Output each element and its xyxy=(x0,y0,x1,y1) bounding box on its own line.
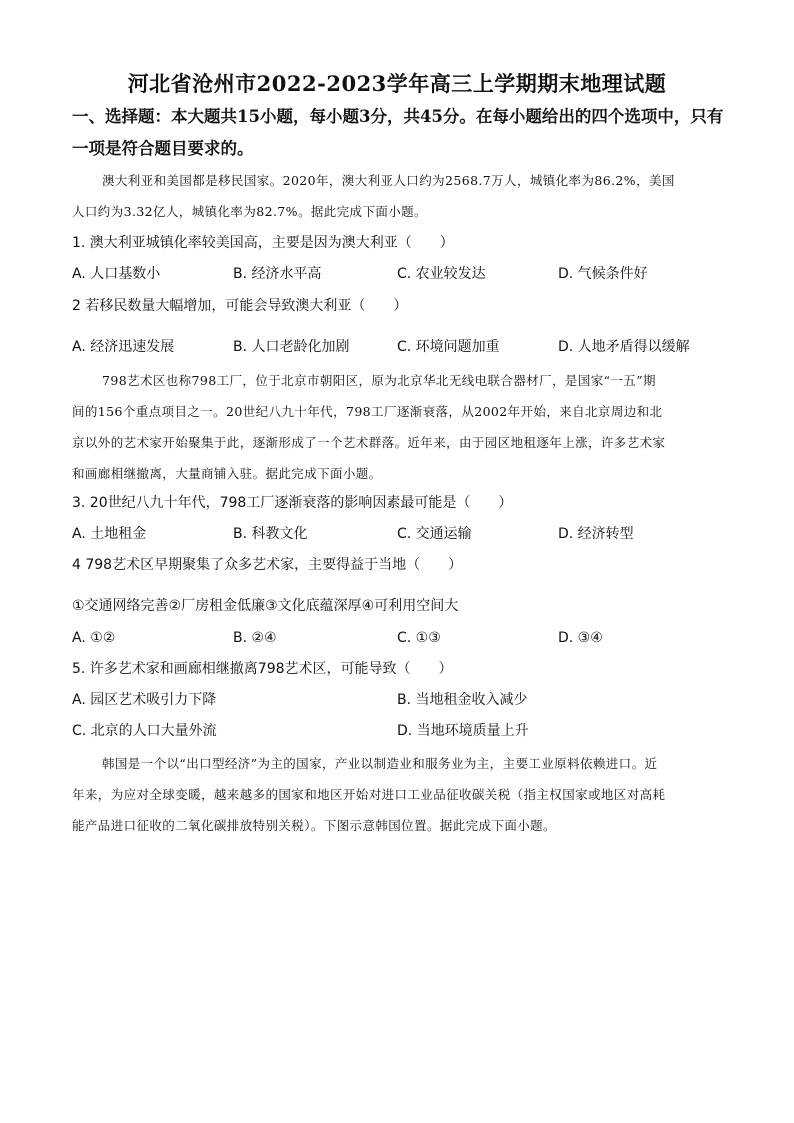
question-4-items: ①交通网络完善②厂房租金低廉③文化底蕴深厚④可利用空间大 xyxy=(72,598,459,614)
question-5-stem: 5. 许多艺术家和画廊相继撤离798艺术区，可能导致（ ） xyxy=(72,661,453,677)
section-heading-line-1: 一、选择题：本大题共15小题，每小题3分，共45分。在每小题给出的四个选项中，只有 xyxy=(72,107,724,126)
question-5-option-a: A. 园区艺术吸引力下降 xyxy=(72,692,217,708)
question-1-option-a: A. 人口基数小 xyxy=(72,266,161,282)
question-3-option-b: B. 科教文化 xyxy=(233,526,308,542)
question-3-option-d: D. 经济转型 xyxy=(558,526,634,542)
question-5-option-b: B. 当地租金收入减少 xyxy=(397,692,528,708)
question-2-option-c: C. 环境问题加重 xyxy=(397,339,500,355)
section-heading-line-2: 一项是符合题目要求的。 xyxy=(72,139,254,158)
material-1-line-2: 人口约为3.32亿人，城镇化率为82.7%。据此完成下面小题。 xyxy=(72,204,427,219)
material-2-line-4: 和画廊相继撤离，大量商铺入驻。据此完成下面小题。 xyxy=(72,466,382,481)
material-3-line-1: 韩国是一个以“出口型经济”为主的国家，产业以制造业和服务业为主，主要工业原料依赖进口。近 xyxy=(102,756,658,771)
question-2-option-d: D. 人地矛盾得以缓解 xyxy=(558,339,690,355)
material-2-line-1: 798艺术区也称798工厂，位于北京市朝阳区，原为北京华北无线电联合器材厂，是国家“一五”期 xyxy=(102,373,656,388)
material-1-line-1: 澳大利亚和美国都是移民国家。2020年，澳大利亚人口约为2568.7万人，城镇化率为86.2%，美国 xyxy=(102,173,675,188)
question-2-stem: 2 若移民数量大幅增加，可能会导致澳大利亚（ ） xyxy=(72,298,408,314)
material-3-line-3: 能产品进口征收的二氧化碳排放特别关税）。下图示意韩国位置。据此完成下面小题。 xyxy=(72,818,556,833)
material-3-line-2: 年来，为应对全球变暖，越来越多的国家和地区开始对进口工业品征收碳关税（指主权国家或地区对高耗 xyxy=(72,787,666,802)
question-1-option-d: D. 气候条件好 xyxy=(558,266,648,282)
question-1-option-b: B. 经济水平高 xyxy=(233,266,322,282)
question-4-option-b: B. ②④ xyxy=(233,630,277,646)
question-4-option-d: D. ③④ xyxy=(558,630,603,646)
question-4-stem: 4 798艺术区早期聚集了众多艺术家，主要得益于当地（ ） xyxy=(72,557,463,573)
question-5-option-d: D. 当地环境质量上升 xyxy=(397,723,529,739)
material-2-line-2: 间的156个重点项目之一。20世纪八九十年代，798工厂逐渐衰落，从2002年开始，来自北京周边和北 xyxy=(72,404,663,419)
page-title: 河北省沧州市2022-2023学年高三上学期期末地理试题 xyxy=(127,71,667,96)
question-2-option-b: B. 人口老龄化加剧 xyxy=(233,339,350,355)
question-1-stem: 1. 澳大利亚城镇化率较美国高，主要是因为澳大利亚（ ） xyxy=(72,235,454,251)
question-4-option-a: A. ①② xyxy=(72,630,116,646)
material-2-line-3: 京以外的艺术家开始聚集于此，逐渐形成了一个艺术群落。近年来，由于园区地租逐年上涨，许多艺术家 xyxy=(72,435,666,450)
question-2-option-a: A. 经济迅速发展 xyxy=(72,339,175,355)
question-3-stem: 3. 20世纪八九十年代，798工厂逐渐衰落的影响因素最可能是（ ） xyxy=(72,495,513,511)
question-3-option-c: C. 交通运输 xyxy=(397,526,472,542)
question-5-option-c: C. 北京的人口大量外流 xyxy=(72,723,217,739)
question-1-option-c: C. 农业较发达 xyxy=(397,266,486,282)
question-3-option-a: A. 土地租金 xyxy=(72,526,147,542)
question-4-option-c: C. ①③ xyxy=(397,630,441,646)
